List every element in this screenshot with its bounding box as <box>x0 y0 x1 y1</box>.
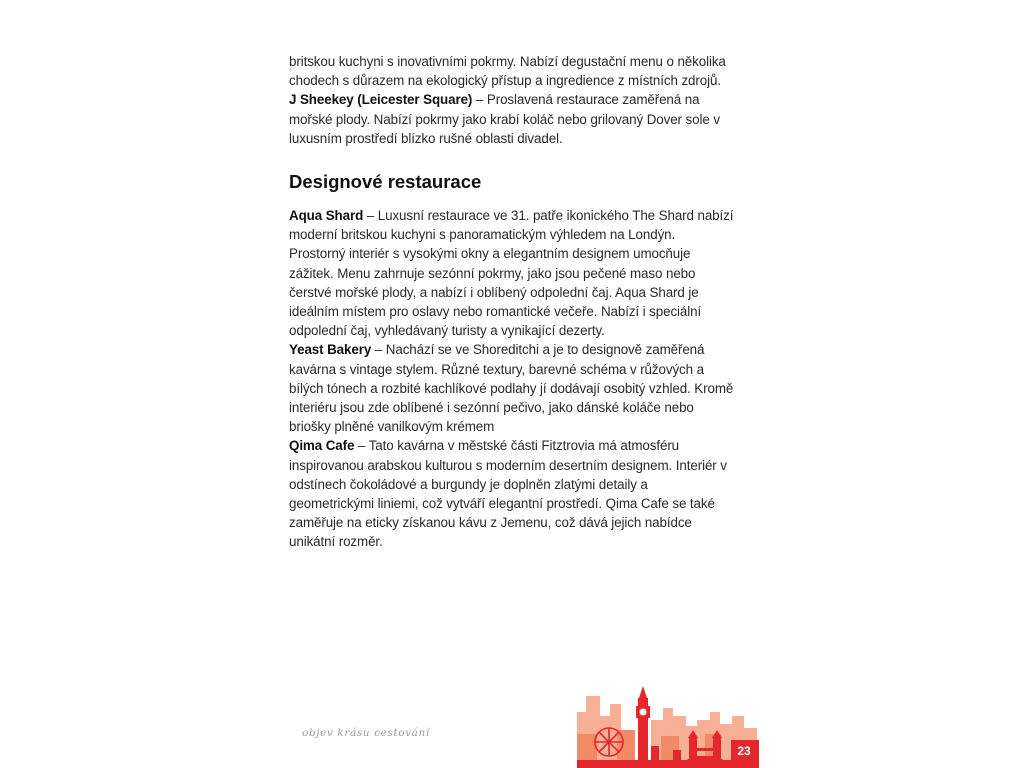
london-eye <box>595 728 623 756</box>
entry-name-yeast-bakery: Yeast Bakery <box>289 342 372 358</box>
entry-yeast-bakery <box>289 340 734 436</box>
entry-text-yeast-bakery: – Nachází se ve Shoreditchi a je to designově zaměřená kavárna s vintage stylem. Různé textury, barevné schéma v růžových a bílých tónech a rozbité kachlíkové podlahy jí dodávají osobitý vzhled. Kromě interiéru jsou zde oblíbené i sezónní pečivo, jako dánské koláče nebo briošky plněné vanilkovým krémem <box>289 342 734 435</box>
entry-name-aqua-shard: Aqua Shard <box>289 208 364 224</box>
page-number: 23 <box>737 744 751 758</box>
entry-text-aqua-shard: – Luxusní restaurace ve 31. patře ikonického The Shard nabízí moderní britskou kuchyni s panoramatickým výhledem na Londýn. Prostorný interiér s vysokými okny a elegantním designem umocňuje zážitek. Menu zahrnuje sezónní pokrmy, jako jsou pečené maso nebo čerstvé mořské plody, a nabízí i oblíbený odpolední čaj. Aqua Shard je ideálním místem pro oslavy nebo romantické večeře. Nabízí i speciální odpolední čaj, vyhledávaný turisty a vynikající dezerty. <box>289 208 734 339</box>
entry-aqua-shard <box>289 206 734 340</box>
intro-paragraph <box>289 52 734 148</box>
section-heading: Designové restaurace <box>289 171 482 193</box>
footer-tagline: objev krásu cestování <box>302 727 430 739</box>
entry-text-j-sheekey: – Proslavená restaurace zaměřená na mořské plody. Nabízí pokrmy jako krabí koláč nebo grilovaný Dover sole v luxusním prostředí blízko rušné oblasti divadel. <box>289 92 720 146</box>
big-ben-tower <box>636 686 650 768</box>
entry-qima-cafe <box>289 436 734 551</box>
page-content <box>289 52 734 552</box>
entry-text-qima-cafe: – Tato kavárna v městské části Fitztrovia má atmosféru inspirovanou arabskou kulturou s moderním desertním designem. Interiér v odstínech čokoládové a burgundy je doplněn zlatými detaily a geometrickými liniemi, což vytváří elegantní prostředí. Qima Cafe se také zaměřuje na eticky získanou kávu z Jemenu, což dává jejich nabídce unikátní rozměr. <box>289 438 727 550</box>
intro-text: britskou kuchyni s inovativními pokrmy. Nabízí degustační menu o několika chodech s důrazem na ekologický přístup a ingredience z místních zdrojů. <box>289 54 726 89</box>
entry-name-j-sheekey: J Sheekey (Leicester Square) <box>289 92 473 108</box>
entry-name-qima-cafe: Qima Cafe <box>289 438 355 454</box>
